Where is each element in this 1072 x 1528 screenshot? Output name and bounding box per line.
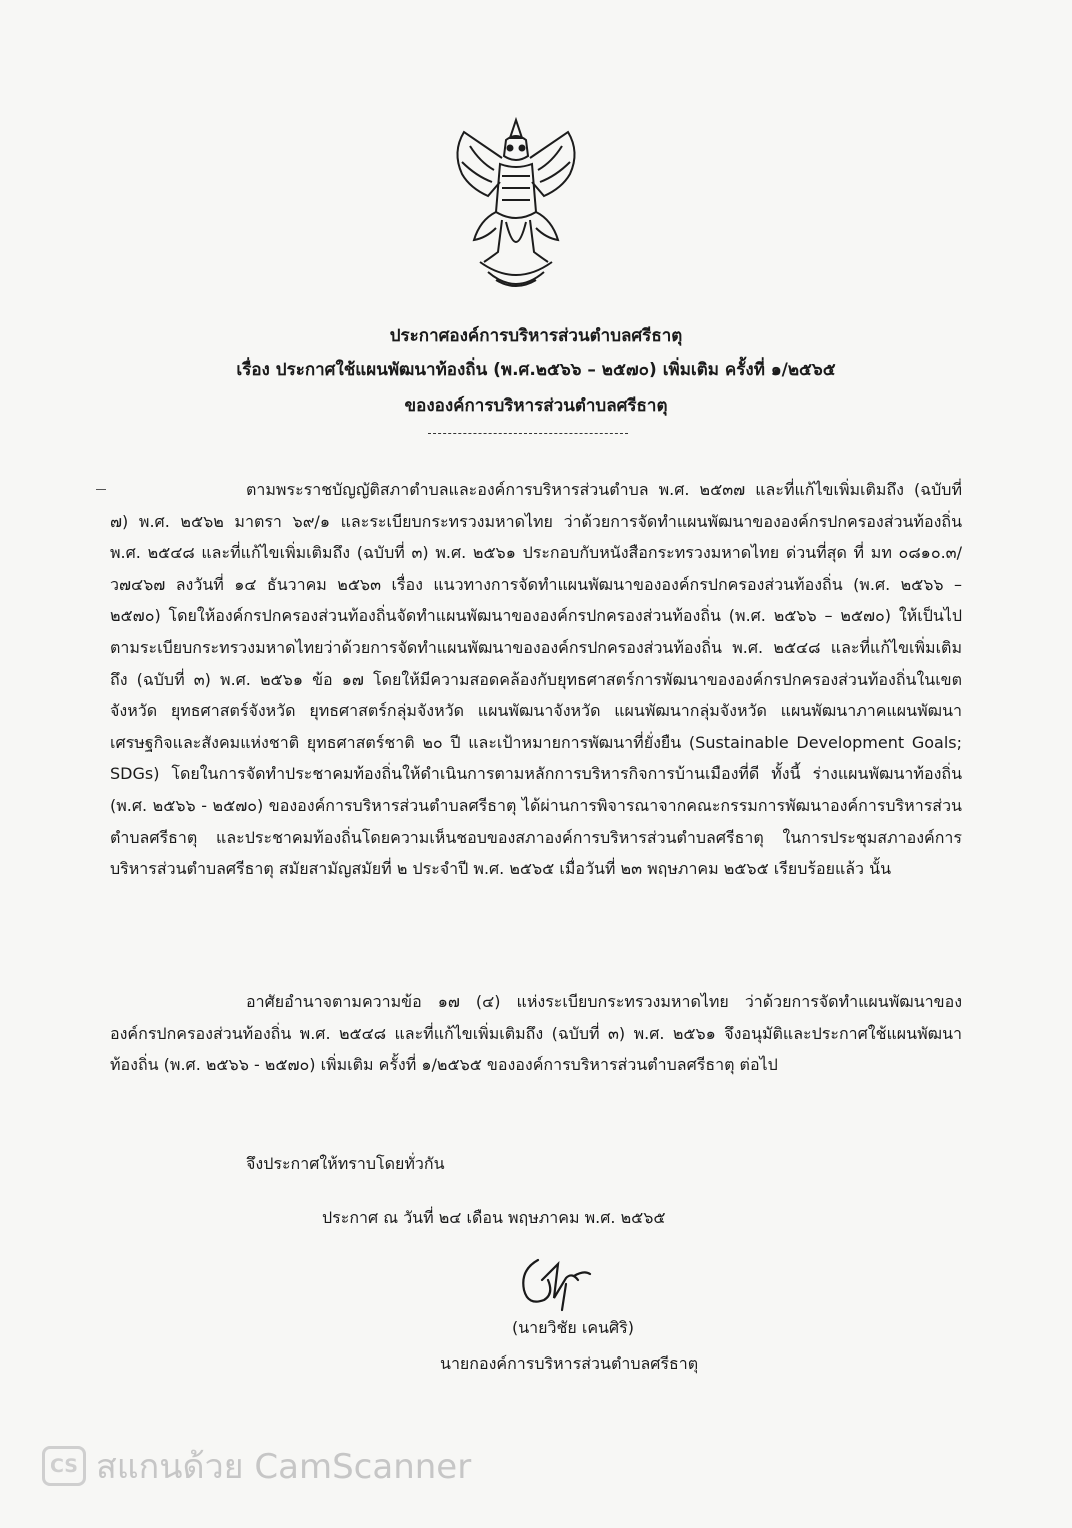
heading-divider [428, 433, 628, 434]
watermark-text: สแกนด้วย CamScanner [96, 1447, 472, 1487]
body-paragraph-1: ตามพระราชบัญญัติสภาตำบลและองค์การบริหารส่วนตำบล พ.ศ. ๒๕๓๗ และที่แก้ไขเพิ่มเติมถึง (ฉบับที่ ๗) พ.ศ. ๒๕๖๒ มาตรา ๖๙/๑ และระเบียบกระทรวงมหาดไทย ว่าด้วยการจัดทำแผนพัฒนาขององค์กรปกครองส่วนท้องถิ่น พ.ศ. ๒๕๔๘ และที่แก้ไขเพิ่มเติมถึง (ฉบับที่ ๓) พ.ศ. ๒๕๖๑ ประกอบกับหนังสือกระทรวงมหาดไทย ด่วนที่สุด ที่ มท ๐๘๑๐.๓/ว๗๔๖๗ ลงวันที่ ๑๔ ธันวาคม ๒๕๖๓ เรื่อง แนวทางการจัดทำแผนพัฒนาขององค์กรปกครองส่วนท้องถิ่น (พ.ศ. ๒๕๖๖ – ๒๕๗๐) โดยให้องค์กรปกครองส่วนท้องถิ่นจัดทำแผนพัฒนาขององค์กรปกครองส่วนท้องถิ่น (พ.ศ. ๒๕๖๖ – ๒๕๗๐) ให้เป็นไปตามระเบียบกระทรวงมหาดไทยว่าด้วยการจัดทำแผนพัฒนาขององค์กรปกครองส่วนท้องถิ่น พ.ศ. ๒๕๔๘ และที่แก้ไขเพิ่มเติมถึง (ฉบับที่ ๓) พ.ศ. ๒๕๖๑ ข้อ ๑๗ โดยให้มีความสอดคล้องกับยุทธศาสตร์การพัฒนาขององค์กรปกครองส่วนท้องถิ่นในเขตจังหวัด ยุทธศาสตร์จังหวัด ยุทธศาสตร์กลุ่มจังหวัด แผนพัฒนาจังหวัด แผนพัฒนากลุ่มจังหวัด แผนพัฒนาภาคแผนพัฒนาเศรษฐกิจและสังคมแห่งชาติ ยุทธศาสตร์ชาติ ๒๐ ปี และเป้าหมายการพัฒนาที่ยั่งยืน (Sustainable Development Goals; SDGs) โดยในการจัดทำประชาคมท้องถิ่นให้ดำเนินการตามหลักการบริหารกิจการบ้านเมืองที่ดี ทั้งนี้ ร่างแผนพัฒนาท้องถิ่น (พ.ศ. ๒๕๖๖ - ๒๕๗๐) ขององค์การบริหารส่วนตำบลศรีธาตุ ได้ผ่านการพิจารณาจากคณะกรรมการพัฒนาองค์การบริหารส่วนตำบลศรีธาตุ และประชาคมท้องถิ่นโดยความเห็นชอบของสภาองค์การบริหารส่วนตำบลศรีธาตุ ในการประชุมสภาองค์การบริหารส่วนตำบลศรีธาตุ สมัยสามัญสมัยที่ ๒ ประจำปี พ.ศ. ๒๕๖๕ เมื่อวันที่ ๒๓ พฤษภาคม ๒๕๖๕ เรียบร้อยแล้ว นั้น [110, 480, 963, 879]
signatory-name: (นายวิชัย เคนศิริ) [512, 1318, 634, 1337]
camscanner-watermark [42, 1444, 471, 1488]
heading-line-3: ขององค์การบริหารส่วนตำบลศรีธาตุ [404, 396, 668, 416]
date-line: ประกาศ ณ วันที่ ๒๔ เดือน พฤษภาคม พ.ศ. ๒๕๖๕ [322, 1208, 666, 1227]
camscanner-logo-icon: CS [42, 1446, 86, 1486]
heading-line-1: ประกาศองค์การบริหารส่วนตำบลศรีธาตุ [389, 326, 683, 346]
announce-line: จึงประกาศให้ทราบโดยทั่วกัน [246, 1154, 445, 1173]
heading-subject: เรื่อง ประกาศใช้แผนพัฒนาท้องถิ่น (พ.ศ.๒๕๖๖ – ๒๕๗๐) เพิ่มเติม ครั้งที่ ๑/๒๕๖๕ [236, 360, 836, 380]
handwritten-signature [508, 1250, 598, 1314]
body-paragraph-2: อาศัยอำนาจตามความข้อ ๑๗ (๔) แห่งระเบียบกระทรวงมหาดไทย ว่าด้วยการจัดทำแผนพัฒนาขององค์กรปกครองส่วนท้องถิ่น พ.ศ. ๒๕๔๘ และที่แก้ไขเพิ่มเติมถึง (ฉบับที่ ๓) พ.ศ. ๒๕๖๑ จึงอนุมัติและประกาศใช้แผนพัฒนาท้องถิ่น (พ.ศ. ๒๕๖๖ - ๒๕๗๐) เพิ่มเติม ครั้งที่ ๑/๒๕๖๕ ขององค์การบริหารส่วนตำบลศรีธาตุ ต่อไป [110, 992, 962, 1075]
garuda-emblem-icon [440, 112, 592, 298]
margin-mark [96, 489, 106, 490]
signatory-title: นายกองค์การบริหารส่วนตำบลศรีธาตุ [440, 1354, 699, 1373]
